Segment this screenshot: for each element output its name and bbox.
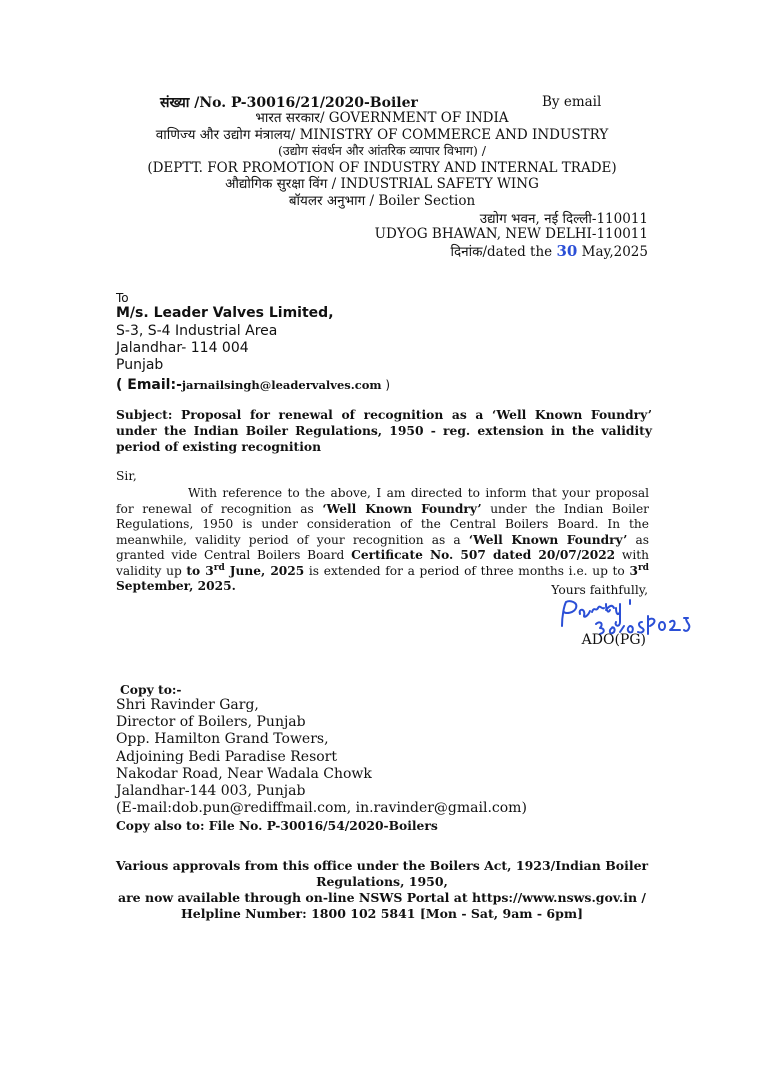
validity-date: to 3rd June, 2025 bbox=[186, 562, 305, 578]
body-text: with validity up bbox=[116, 548, 649, 578]
date-prefix: दिनांक/dated the bbox=[450, 244, 553, 260]
date-day-handwritten: 30 bbox=[556, 242, 578, 260]
date-suffix: May,2025 bbox=[577, 244, 648, 260]
helpline-line: Helpline Number: 1800 102 5841 [Mon - Sat, 9am - 6pm] bbox=[180, 906, 584, 921]
body-emphasis: ‘Well Known Foundry’ bbox=[468, 532, 628, 547]
certificate-reference: Certificate No. 507 dated 20/07/2022 bbox=[351, 548, 616, 562]
reference-number: संख्या /No. P-30016/21/2020-Boiler bbox=[160, 95, 418, 111]
letterhead-line: औद्योगिक सुरक्षा विंग / INDUSTRIAL SAFETY WING bbox=[225, 176, 539, 192]
letterhead-line: बॉयलर अनुभाग / Boiler Section bbox=[288, 192, 476, 209]
email-label: ( Email:- bbox=[116, 377, 182, 393]
body-text: under the Indian Boiler Regulations, 1950 is under consideration of the Central Boilers Board. In the meanwhile, validity period of your recognition as a bbox=[116, 501, 649, 547]
copy-to-line: Director of Boilers, Punjab bbox=[116, 714, 306, 731]
recipient-address-line: Jalandhar- 114 004 bbox=[116, 340, 249, 356]
letterhead-line: (DEPTT. FOR PROMOTION OF INDUSTRY AND INTERNAL TRADE) bbox=[147, 159, 617, 176]
recipient-email-line bbox=[116, 374, 390, 393]
email-close: ) bbox=[381, 378, 391, 392]
recipient-address-line: Punjab bbox=[116, 357, 164, 373]
letterhead-line: (उद्योग संवर्धन और आंतरिक व्यापार विभाग) / bbox=[277, 143, 487, 158]
copy-to-email-line: (E-mail:dob.pun@rediffmail.com, in.ravinder@gmail.com) bbox=[116, 800, 527, 817]
copy-to-address bbox=[116, 697, 527, 817]
copy-to-line: Jalandhar-144 003, Punjab bbox=[116, 783, 306, 800]
recipient-address-line: S-3, S-4 Industrial Area bbox=[116, 323, 278, 339]
copy-also-to: Copy also to: File No. P-30016/54/2020-Boilers bbox=[116, 818, 438, 833]
copy-to-label: Copy to:- bbox=[120, 682, 182, 697]
office-address-hindi: उद्योग भवन, नई दिल्ली-110011 bbox=[479, 211, 648, 227]
to-label: To bbox=[116, 291, 129, 305]
yours-faithfully: Yours faithfully, bbox=[551, 583, 648, 597]
body-paragraph bbox=[116, 486, 649, 595]
portal-notice-line: Regulations, 1950, bbox=[316, 874, 448, 889]
copy-to-line: Nakodar Road, Near Wadala Chowk bbox=[116, 765, 372, 782]
recipient-email: jarnailsingh@leadervalves.com bbox=[181, 378, 382, 392]
copy-to-line: Opp. Hamilton Grand Towers, bbox=[116, 731, 329, 748]
copy-to-line: Adjoining Bedi Paradise Resort bbox=[116, 748, 337, 765]
letterhead-line: वाणिज्य और उद्योग मंत्रालय/ MINISTRY OF COMMERCE AND INDUSTRY bbox=[155, 126, 609, 143]
recipient-name: M/s. Leader Valves Limited, bbox=[116, 305, 334, 321]
body-text: is extended for a period of three months i.e. up to bbox=[304, 563, 630, 578]
signatory-designation: ADO(PG) bbox=[581, 632, 646, 648]
body-text: as granted vide Central Boilers Board bbox=[116, 532, 649, 562]
letter-date bbox=[450, 242, 648, 260]
salutation: Sir, bbox=[116, 469, 137, 483]
extended-date: 3rd September, 2025. bbox=[116, 562, 649, 593]
letterhead bbox=[100, 110, 664, 209]
portal-notice-line: Various approvals from this office under the Boilers Act, 1923/Indian Boiler bbox=[115, 858, 649, 873]
office-address-english: UDYOG BHAWAN, NEW DELHI-110011 bbox=[374, 226, 648, 242]
delivery-mode: By email bbox=[542, 94, 602, 110]
portal-notice-line: are now available through on-line NSWS Portal at https://www.nsws.gov.in / bbox=[118, 890, 646, 905]
portal-notice bbox=[100, 858, 664, 922]
body-text: With reference to the above, I am directed to inform that your proposal for renewal of recognition as bbox=[116, 486, 649, 516]
copy-to-line: Shri Ravinder Garg, bbox=[116, 697, 259, 713]
letterhead-line: भारत सरकार/ GOVERNMENT OF INDIA bbox=[255, 110, 509, 126]
body-emphasis: ‘Well Known Foundry’ bbox=[322, 501, 482, 516]
subject-line: Subject: Proposal for renewal of recognition as a ‘Well Known Foundry’ under the Indian Boiler Regulations, 1950 - reg. extension in the validity period of existing recognition bbox=[116, 407, 652, 454]
